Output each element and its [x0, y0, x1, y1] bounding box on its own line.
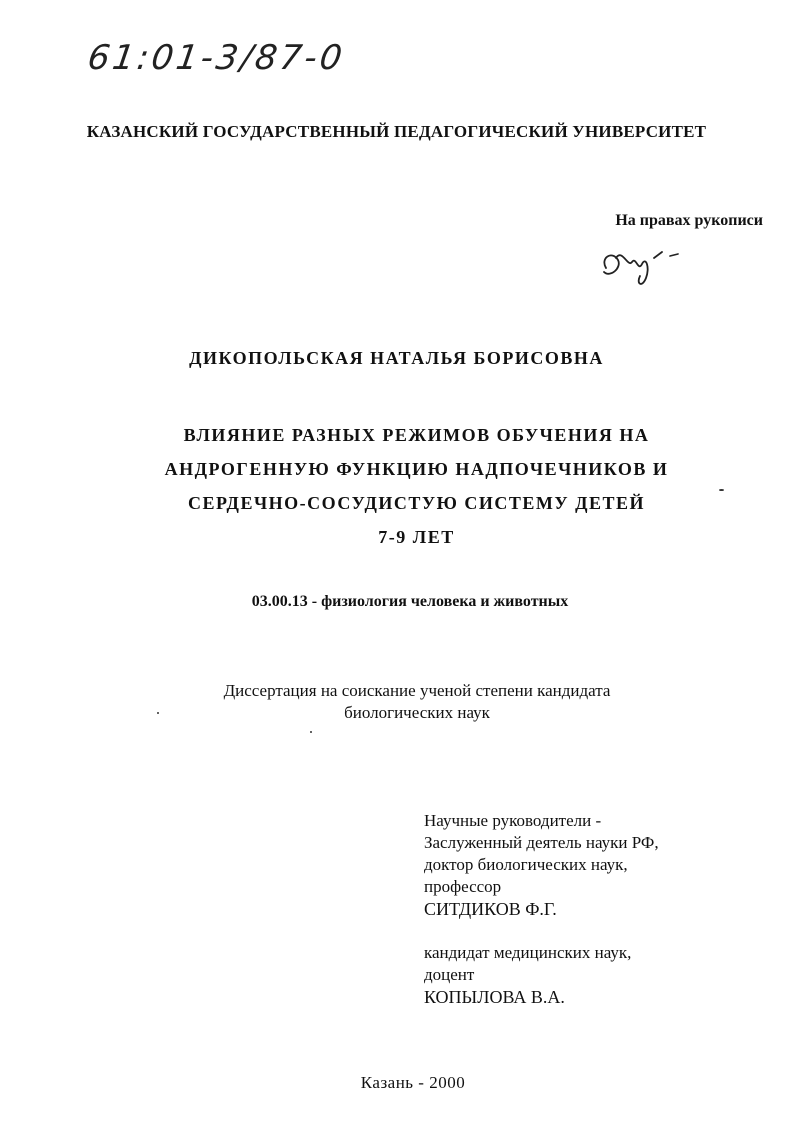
supervisor-title: доктор биологических наук, [424, 855, 628, 874]
supervisor-title: профессор [424, 877, 502, 896]
supervisors-block [424, 810, 659, 1008]
supervisor-name: СИТДИКОВ Ф.Г. [424, 899, 557, 919]
supervisor-name: КОПЫЛОВА В.А. [424, 987, 565, 1007]
degree-line: биологических наук [344, 703, 490, 722]
manuscript-rights-label: На правах рукописи [615, 212, 763, 229]
title-line: АНДРОГЕННУЮ ФУНКЦИЮ НАДПОЧЕЧНИКОВ И [164, 459, 669, 479]
dissertation-degree [0, 680, 793, 724]
supervisors-heading: Научные руководители - [424, 811, 602, 830]
city-year: Казань - 2000 [360, 1073, 466, 1092]
signature-icon [592, 238, 692, 294]
title-line: ВЛИЯНИЕ РАЗНЫХ РЕЖИМОВ ОБУЧЕНИЯ НА [183, 425, 650, 445]
specialty-code: 03.00.13 - физиология человека и животных [251, 593, 569, 610]
dissertation-title [100, 418, 733, 554]
supervisor-title: кандидат медицинских наук, [424, 943, 632, 962]
author-name: ДИКОПОЛЬСКАЯ НАТАЛЬЯ БОРИСОВНА [189, 348, 604, 368]
scan-speck [719, 489, 724, 491]
scan-speck [310, 731, 312, 733]
title-line: 7-9 ЛЕТ [378, 527, 455, 547]
university-name: КАЗАНСКИЙ ГОСУДАРСТВЕННЫЙ ПЕДАГОГИЧЕСКИЙ УНИВЕРСИТЕТ [86, 122, 707, 141]
supervisor-title: Заслуженный деятель науки РФ, [424, 833, 659, 852]
scan-speck [157, 712, 159, 714]
title-line: СЕРДЕЧНО-СОСУДИСТУЮ СИСТЕМУ ДЕТЕЙ [187, 493, 646, 513]
degree-line: Диссертация на соискание ученой степени кандидата [223, 681, 611, 700]
spacer [424, 920, 659, 942]
supervisor-title: доцент [424, 965, 475, 984]
catalog-code: 61:01-3/87-0 [85, 38, 348, 78]
